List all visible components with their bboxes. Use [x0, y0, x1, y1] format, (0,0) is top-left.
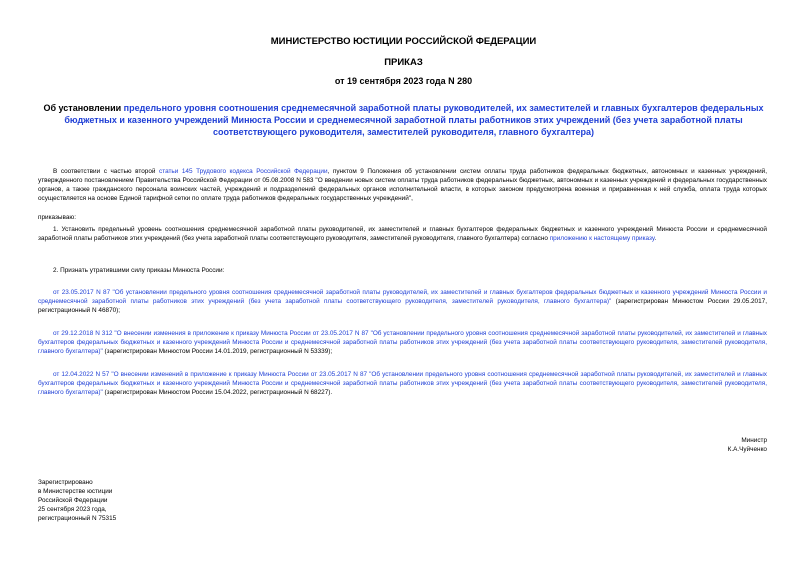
repealed-order-3-link[interactable]: от 12.04.2022 N 57 "О внесении изменений в приложение к приказу Минюста России от 23.05.2017 N 87 "Об установлении предельного уровня соотношения среднемесячной заработной платы руководителей, их заместителей и главных бухгалтеров федеральных бюджетных и казенного учреждений Минюста России и среднемесячной заработной платы работников этих учреждений (без учета заработной платы соответствующего руководителя, заместителей руководителя, главного бухгалтера)" — [38, 371, 767, 396]
repealed-order-2 — [38, 329, 767, 356]
document-type: ПРИКАЗ — [384, 57, 423, 68]
signature-position: Министр — [741, 437, 767, 444]
item-1-paragraph — [38, 225, 767, 243]
document-title — [40, 102, 767, 138]
repealed-order-3 — [38, 370, 767, 397]
item-2-paragraph: 2. Признать утратившими силу приказы Минюста России: — [53, 267, 225, 274]
registration-line: Зарегистрировано — [38, 479, 93, 486]
registration-line: в Министерстве юстиции — [38, 488, 113, 495]
document-date-number: от 19 сентября 2023 года N 280 — [334, 76, 473, 86]
registration-line: регистрационный N 75315 — [38, 515, 117, 522]
item-1-text: 1. Установить предельный уровень соотношения среднемесячной заработной платы руководителей, их заместителей и главных бухгалтеров федеральных бюджетных и казенного учреждений Минюста России и среднемесячной заработной платы работников этих учреждений (без учета заработной платы соответствующего руководителя, заместителей руководителя, главного бухгалтера) согласно — [38, 226, 767, 242]
repealed-order-3-text: (зарегистрирован Минюстом России 15.04.2022, регистрационный N 68227). — [102, 389, 333, 396]
preamble-text-2: , пунктом 9 Положения об установлении систем оплаты труда работников федеральных бюджетных, автономных и казенных учреждений, утвержденного постановлением Правительства Российской Федерации от 05.08.2008 N 583 "О введении новых систем оплаты труда работников федеральных бюджетных, автономных и казенных учреждений и федеральных государственных органов, а также гражданского персонала воинских частей, учреждений и подразделений федеральных органов исполнительной власти, в которых законом предусмотрена военная и приравненная к ней служба, оплата труда которых осуществляется на основе Единой тарифной сетки по оплате труда работников федеральных государственных учреждений", — [38, 168, 767, 202]
ministry-name: МИНИСТЕРСТВО ЮСТИЦИИ РОССИЙСКОЙ ФЕДЕРАЦИИ — [270, 36, 537, 47]
item-1-end: . — [654, 235, 657, 242]
registration-line: Российской Федерации — [38, 497, 108, 504]
appendix-link[interactable]: приложению к настоящему приказу — [549, 235, 655, 242]
title-prefix: Об установлении — [43, 103, 124, 113]
repealed-order-1-text: (зарегистрирован Минюстом России 29.05.2017, регистрационный N 46870); — [38, 298, 767, 314]
repealed-order-1-link[interactable]: от 23.05.2017 N 87 "Об установлении предельного уровня соотношения среднемесячной заработной платы руководителей, их заместителей и главных бухгалтеров федеральных бюджетных и казенного учреждений Минюста России и среднемесячной заработной платы работников этих учреждений (без учета заработной платы соответствующего руководителя, заместителей руководителя, главного бухгалтера)" — [38, 289, 767, 305]
title-link[interactable]: предельного уровня соотношения среднемесячной заработной платы руководителей, их заместителей и главных бухгалтеров федеральных бюджетных и казенного учреждений Минюста России и среднемесячной заработной платы работников этих учреждений (без учета заработной платы соответствующего руководителя, заместителей руководителя, главного бухгалтера) — [64, 103, 764, 137]
registration-line: 25 сентября 2023 года, — [38, 506, 107, 513]
repealed-order-1 — [38, 288, 767, 315]
repealed-order-2-link[interactable]: от 29.12.2018 N 312 "О внесении изменения в приложение к приказу Минюста России от 23.05.2017 N 87 "Об установлении предельного уровня соотношения среднемесячной заработной платы руководителей, их заместителей и главных бухгалтеров федеральных бюджетных и казенного учреждений Минюста России и среднемесячной заработной платы работников этих учреждений (без учета заработной платы соответствующего руководителя, заместителей руководителя, главного бухгалтера)" — [38, 330, 767, 355]
preamble-text-1: В соответствии с частью второй — [53, 168, 160, 175]
preamble-paragraph — [38, 167, 767, 203]
signature-name: К.А.Чуйченко — [727, 446, 767, 453]
registration-block — [38, 478, 116, 523]
labor-code-link[interactable]: статьи 145 Трудового кодекса Российской Федерации — [159, 168, 328, 175]
signature-block — [728, 436, 767, 454]
repealed-order-2-text: (зарегистрирован Минюстом России 14.01.2019, регистрационный N 53339); — [102, 348, 333, 355]
prikazyvayu-label: приказываю: — [38, 214, 76, 221]
